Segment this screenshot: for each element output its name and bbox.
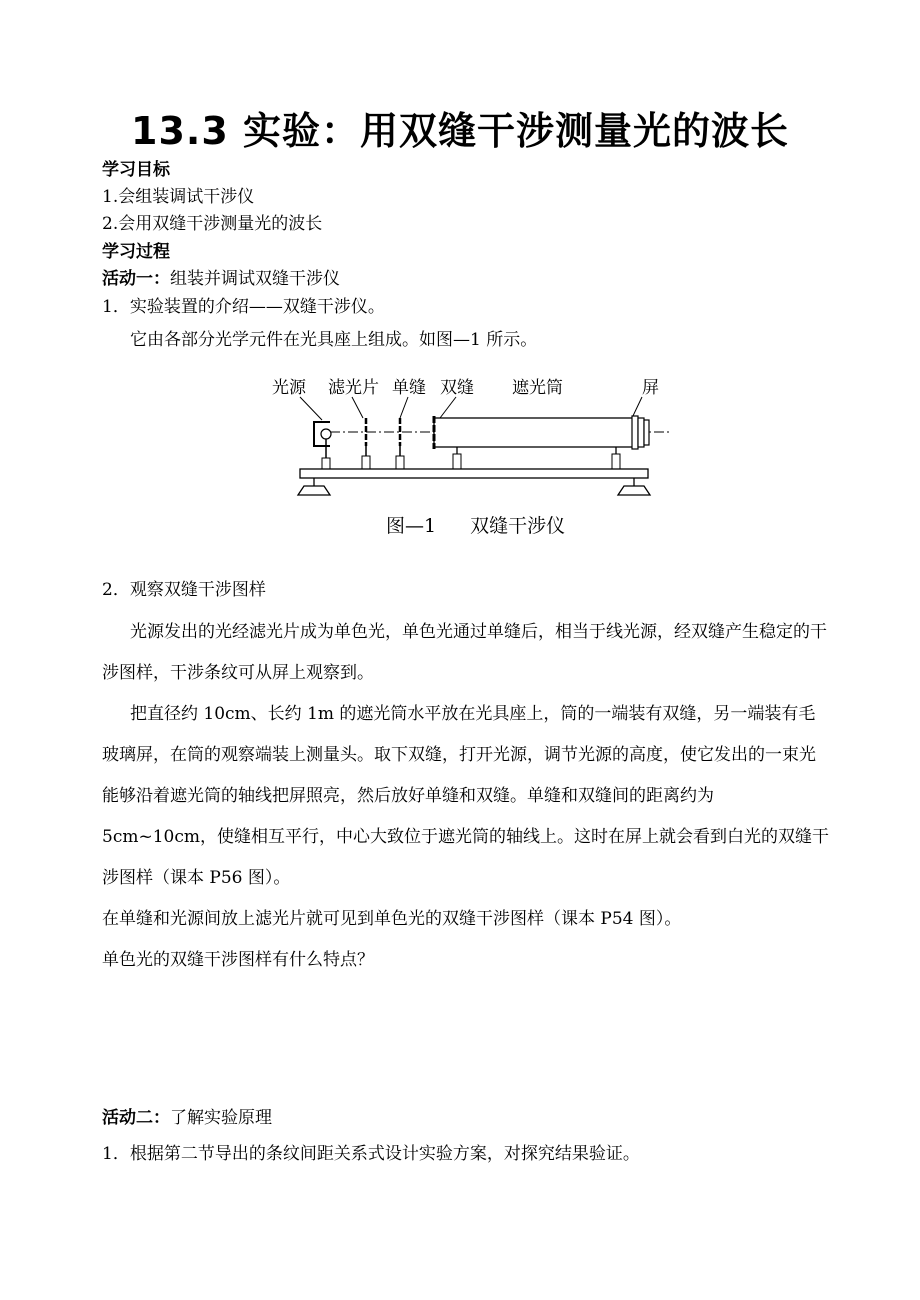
- leader-filter: [352, 397, 363, 418]
- question: 单色光的双缝干涉图样有什么特点？: [102, 950, 374, 970]
- activity1-heading: [102, 267, 340, 291]
- lamp-clamp: [322, 458, 330, 469]
- label-screen: 屏: [642, 378, 659, 398]
- activity2-item1: 1．根据第二节导出的条纹间距关系式设计实验方案，对探究结果验证。: [102, 1144, 640, 1164]
- light-shield-tube: [434, 418, 634, 447]
- label-double-slit: 双缝: [440, 378, 474, 398]
- figure-caption-text: 双缝干涉仪: [470, 515, 566, 537]
- screen-ring-1: [632, 416, 638, 449]
- filter-clamp: [362, 456, 370, 469]
- optical-bench: [300, 469, 648, 478]
- activity2-label: 活动二：: [102, 1108, 170, 1128]
- screen-ring-3: [644, 420, 649, 445]
- leader-single-slit: [400, 397, 408, 418]
- bench-foot-right: [618, 486, 650, 495]
- activity2-heading: [102, 1106, 272, 1130]
- screen-ring-2: [638, 418, 644, 447]
- label-filter: 滤光片: [328, 378, 379, 398]
- goal-item-2: 2.会用双缝干涉测量光的波长: [102, 214, 323, 234]
- leader-light-source: [300, 397, 322, 420]
- bench-foot-left: [298, 486, 330, 495]
- activity1-text: 组装并调试双缝干涉仪: [170, 269, 340, 289]
- paragraph-1: 光源发出的光经滤光片成为单色光，单色光通过单缝后，相当于线光源，经双缝产生稳定的干涉图样，干涉条纹可从屏上观察到。: [102, 622, 827, 683]
- page-title: 13.3 实验：用双缝干涉测量光的波长: [131, 109, 789, 153]
- activity1-item1-desc: 它由各部分光学元件在光具座上组成。如图—1 所示。: [130, 330, 538, 350]
- paragraph-2: 把直径约 10cm、长约 1m 的遮光筒水平放在光具座上，筒的一端装有双缝，另一端装有毛玻璃屏，在筒的观察端装上测量头。取下双缝，打开光源，调节光源的高度，使它发出的一束光能够沿着遮光筒的轴线把屏照亮，然后放好单缝和双缝。单缝和双缝间的距离约为 5cm~10cm，使缝相互平行，中心大致位于遮光筒的轴线上。这时在屏上就会看到白光的双缝干涉图样（课本 P56 图）。: [102, 704, 829, 888]
- activity2-text: 了解实验原理: [170, 1108, 272, 1128]
- process-heading: 学习过程: [102, 242, 170, 262]
- tube-support-right-clamp: [612, 454, 620, 469]
- label-single-slit: 单缝: [392, 378, 426, 398]
- activity1-item1: 1．实验装置的介绍——双缝干涉仪。: [102, 297, 385, 317]
- lamp-bulb: [321, 429, 331, 439]
- figure-caption: [386, 511, 565, 538]
- figure-caption-number: 图—1: [386, 515, 437, 537]
- activity1-label: 活动一：: [102, 269, 170, 289]
- tube-support-left-clamp: [453, 454, 461, 469]
- label-light-source: 光源: [272, 378, 306, 398]
- label-tube: 遮光筒: [512, 378, 563, 398]
- goals-heading: 学习目标: [102, 160, 170, 180]
- paragraph-3: 在单缝和光源间放上滤光片就可见到单色光的双缝干涉图样（课本 P54 图）。: [102, 909, 682, 929]
- leader-double-slit: [440, 397, 456, 418]
- single-slit-clamp: [396, 456, 404, 469]
- goal-item-1: 1.会组装调试干涉仪: [102, 187, 255, 207]
- leader-screen: [632, 397, 642, 418]
- activity1-item2: 2．观察双缝干涉图样: [102, 580, 266, 600]
